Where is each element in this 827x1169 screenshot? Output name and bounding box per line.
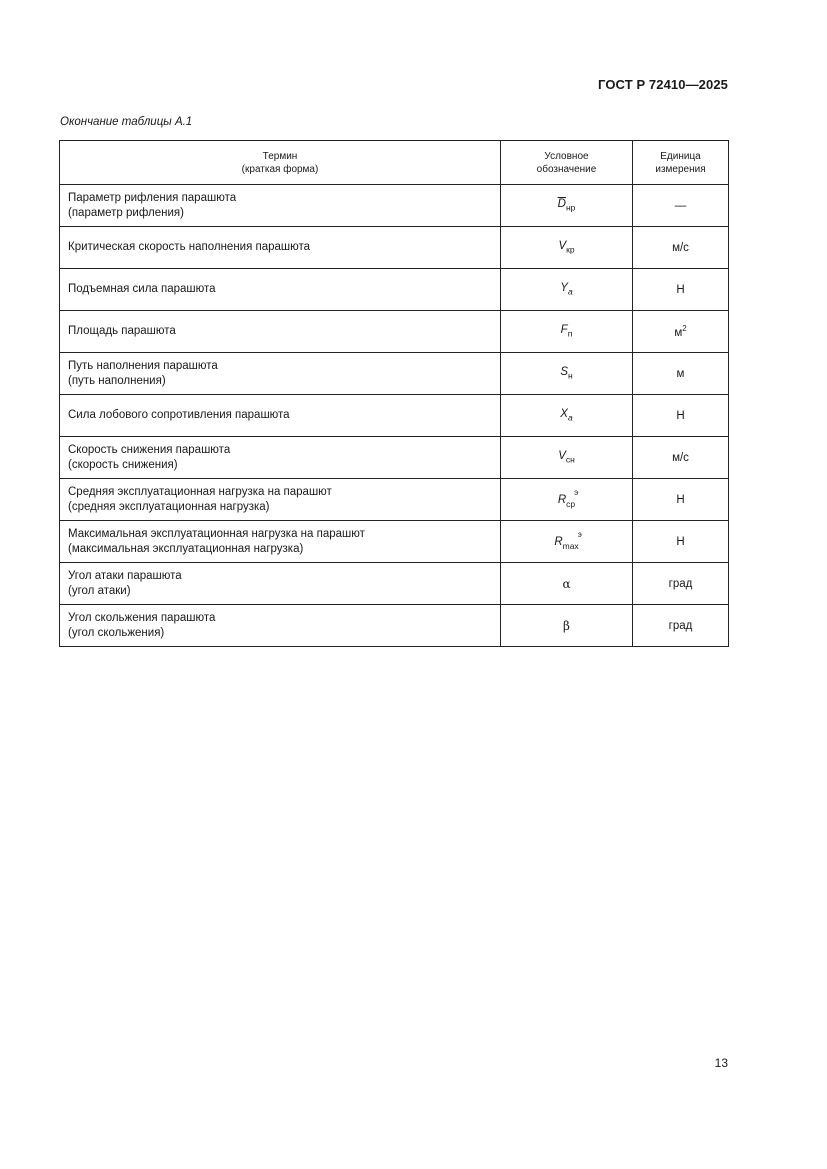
term-short-form: (параметр рифления): [68, 206, 184, 219]
symbol-subscript: сн: [565, 454, 575, 465]
symbol-cell: [501, 311, 633, 353]
table-row: [60, 227, 729, 269]
column-header-unit-line1: Единица: [660, 150, 701, 162]
table-row: [60, 353, 729, 395]
symbol-cell: [501, 437, 633, 479]
table-row: [60, 605, 729, 647]
term-short-form: (путь наполнения): [68, 374, 166, 387]
column-header-symbol: [501, 141, 633, 185]
symbol-subscript: ср: [566, 498, 576, 509]
term-short-form: (угол скольжения): [68, 626, 165, 639]
term-cell: [60, 185, 501, 227]
column-header-term-line1: Термин: [262, 150, 298, 162]
term-text: Угол скольжения парашюта: [68, 611, 216, 624]
unit-cell: град: [633, 563, 729, 605]
terms-table: [59, 140, 729, 647]
symbol-cell: [501, 227, 633, 269]
term-cell: [60, 521, 501, 563]
symbol-main: $\overline{D}$: [557, 198, 566, 211]
symbol-cell: [501, 479, 633, 521]
term-text: Путь наполнения парашюта: [68, 359, 218, 372]
unit-cell: Н: [633, 479, 729, 521]
column-header-symbol-line2: обозначение: [536, 163, 597, 175]
symbol-main: S: [560, 366, 568, 379]
symbol-superscript: э: [577, 529, 582, 539]
table-row: [60, 563, 729, 605]
symbol-main: Y: [560, 282, 568, 295]
symbol-main: V: [558, 240, 567, 253]
term-cell: [60, 437, 501, 479]
symbol-cell: [501, 269, 633, 311]
term-cell: [60, 395, 501, 437]
term-text: Подъемная сила парашюта: [68, 283, 216, 295]
symbol-subscript: п: [567, 328, 573, 339]
symbol-cell: α: [501, 563, 633, 605]
unit-cell: град: [633, 605, 729, 647]
symbol-cell: [501, 185, 633, 227]
symbol-subscript: кр: [566, 244, 575, 255]
table-row: [60, 437, 729, 479]
unit-cell: м/с: [633, 437, 729, 479]
symbol-main: R: [557, 493, 567, 506]
unit-cell: Н: [633, 521, 729, 563]
table-row: [60, 269, 729, 311]
term-text: Сила лобового сопротивления парашюта: [68, 409, 290, 421]
symbol-subscript: a: [567, 286, 573, 297]
symbol-superscript: э: [574, 487, 579, 497]
standard-code: ГОСТ Р 72410—2025: [598, 77, 728, 92]
symbol-cell: [501, 521, 633, 563]
symbol-cell: [501, 353, 633, 395]
unit-cell: —: [633, 185, 729, 227]
symbol-main: V: [558, 450, 566, 463]
term-cell: [60, 563, 501, 605]
term-text: Максимальная эксплуатационная нагрузка на парашют: [68, 527, 365, 540]
unit-cell: Н: [633, 395, 729, 437]
symbol-subscript: нр: [565, 202, 576, 213]
table-row: [60, 311, 729, 353]
unit-cell: м/с: [633, 227, 729, 269]
column-header-term-line2: (краткая форма): [241, 163, 319, 175]
term-cell: [60, 479, 501, 521]
symbol-cell: [501, 395, 633, 437]
table-row: [60, 521, 729, 563]
term-cell: [60, 227, 501, 269]
term-cell: [60, 353, 501, 395]
term-cell: [60, 269, 501, 311]
column-header-term: [60, 141, 501, 185]
term-text: Угол атаки парашюта: [68, 569, 182, 582]
unit-text: м: [674, 326, 683, 339]
column-header-unit-line2: измерения: [655, 163, 706, 175]
term-text: Скорость снижения парашюта: [68, 443, 231, 456]
table-header-row: [60, 141, 729, 185]
symbol-stack: [554, 529, 582, 551]
column-header-unit: [633, 141, 729, 185]
table-row: [60, 185, 729, 227]
symbol-subscript: н: [567, 370, 573, 381]
term-short-form: (скорость снижения): [68, 458, 178, 471]
symbol-main: R: [554, 535, 563, 548]
term-text: Средняя эксплуатационная нагрузка на парашют: [68, 485, 332, 498]
page-number: 13: [714, 1056, 728, 1070]
symbol-subscript: a: [567, 412, 573, 423]
symbol-main: F: [560, 324, 568, 337]
symbol-cell: β: [501, 605, 633, 647]
term-short-form: (угол атаки): [68, 584, 131, 597]
term-text: Площадь парашюта: [68, 325, 176, 337]
term-short-form: (максимальная эксплуатационная нагрузка): [68, 542, 304, 555]
term-cell: [60, 311, 501, 353]
table-caption: Окончание таблицы А.1: [60, 116, 193, 128]
table-row: [60, 395, 729, 437]
unit-cell: м: [633, 353, 729, 395]
column-header-symbol-line1: Условное: [544, 150, 589, 162]
unit-cell: Н: [633, 269, 729, 311]
unit-cell: [633, 311, 729, 353]
symbol-stack: [557, 487, 579, 509]
symbol-subscript: max: [562, 540, 579, 551]
table-row: [60, 479, 729, 521]
term-cell: [60, 605, 501, 647]
term-text: Критическая скорость наполнения парашюта: [68, 241, 311, 253]
symbol-main: X: [560, 408, 568, 421]
unit-superscript: 2: [682, 324, 687, 334]
term-short-form: (средняя эксплуатационная нагрузка): [68, 500, 270, 513]
term-text: Параметр рифления парашюта: [68, 191, 237, 204]
